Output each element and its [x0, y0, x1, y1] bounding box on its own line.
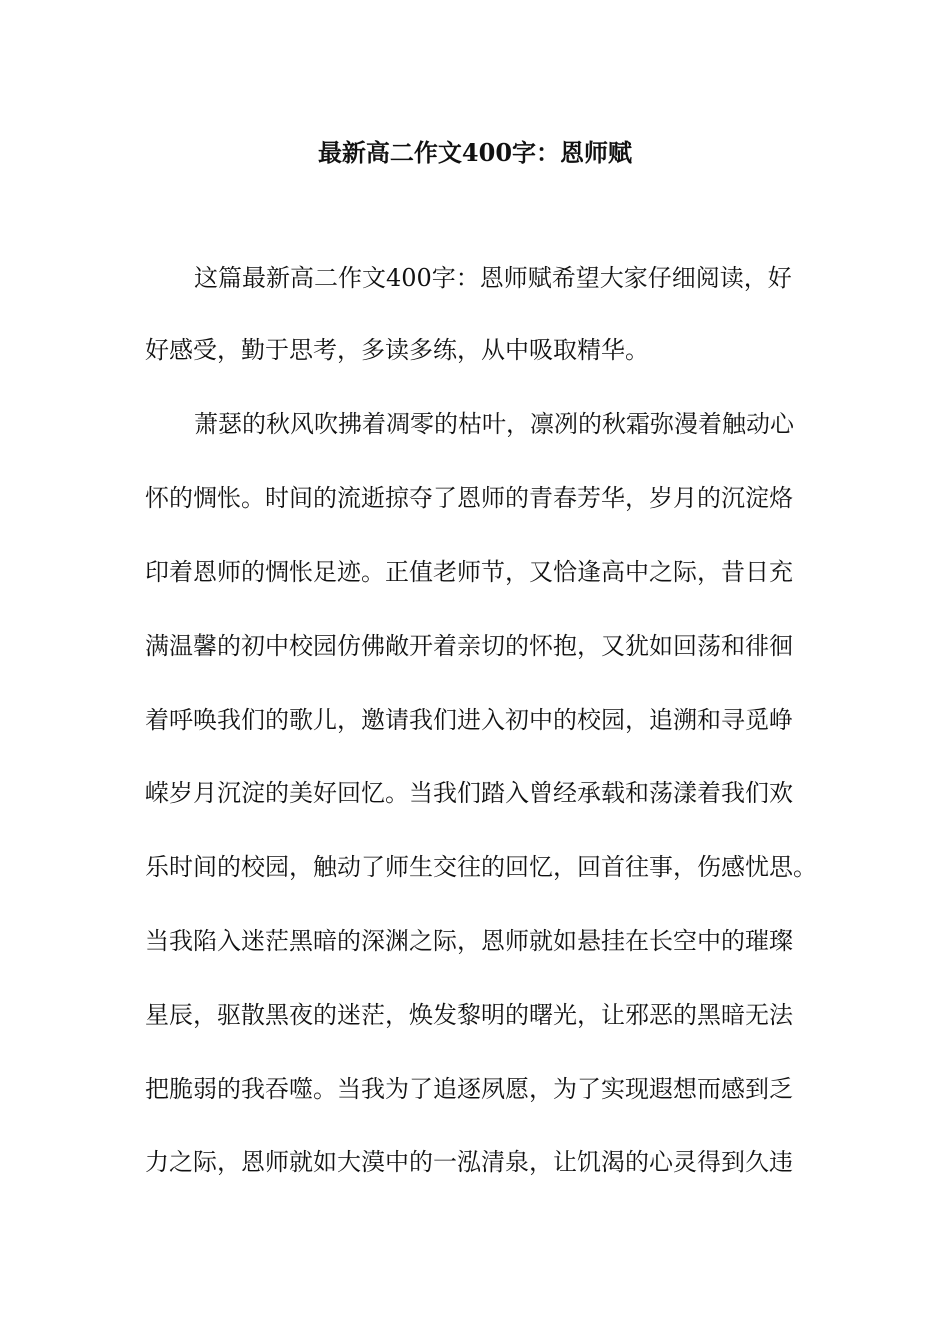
paragraph-1-line-1: 这篇最新高二作文400字：恩师赋希望大家仔细阅读，好	[194, 264, 792, 292]
paragraph-2-line-10: 把脆弱的我吞噬。当我为了追逐夙愿，为了实现遐想而感到乏	[145, 1075, 793, 1103]
paragraph-2-line-2: 怀的惆怅。时间的流逝掠夺了恩师的青春芳华，岁月的沉淀烙	[145, 484, 793, 512]
paragraph-2-line-7: 乐时间的校园，触动了师生交往的回忆，回首往事，伤感忧思。	[145, 853, 817, 881]
paragraph-2-line-3: 印着恩师的惆怅足迹。正值老师节，又恰逢高中之际，昔日充	[145, 558, 793, 586]
paragraph-2-line-11: 力之际，恩师就如大漠中的一泓清泉，让饥渴的心灵得到久违	[145, 1148, 793, 1176]
paragraph-2-line-5: 着呼唤我们的歌儿，邀请我们进入初中的校园，追溯和寻觅峥	[145, 706, 793, 734]
paragraph-2-line-4: 满温馨的初中校园仿佛敞开着亲切的怀抱，又犹如回荡和徘徊	[145, 632, 793, 660]
paragraph-2-line-9: 星辰，驱散黑夜的迷茫，焕发黎明的曙光，让邪恶的黑暗无法	[145, 1001, 793, 1029]
paragraph-2-line-8: 当我陷入迷茫黑暗的深渊之际，恩师就如悬挂在长空中的璀璨	[145, 927, 793, 955]
paragraph-2-line-1: 萧瑟的秋风吹拂着凋零的枯叶，凛冽的秋霜弥漫着触动心	[194, 410, 794, 438]
paragraph-2-line-6: 嵘岁月沉淀的美好回忆。当我们踏入曾经承载和荡漾着我们欢	[145, 779, 793, 807]
document-title: 最新高二作文400字：恩师赋	[317, 138, 633, 167]
paragraph-1-line-2: 好感受，勤于思考，多读多练，从中吸取精华。	[145, 336, 649, 364]
